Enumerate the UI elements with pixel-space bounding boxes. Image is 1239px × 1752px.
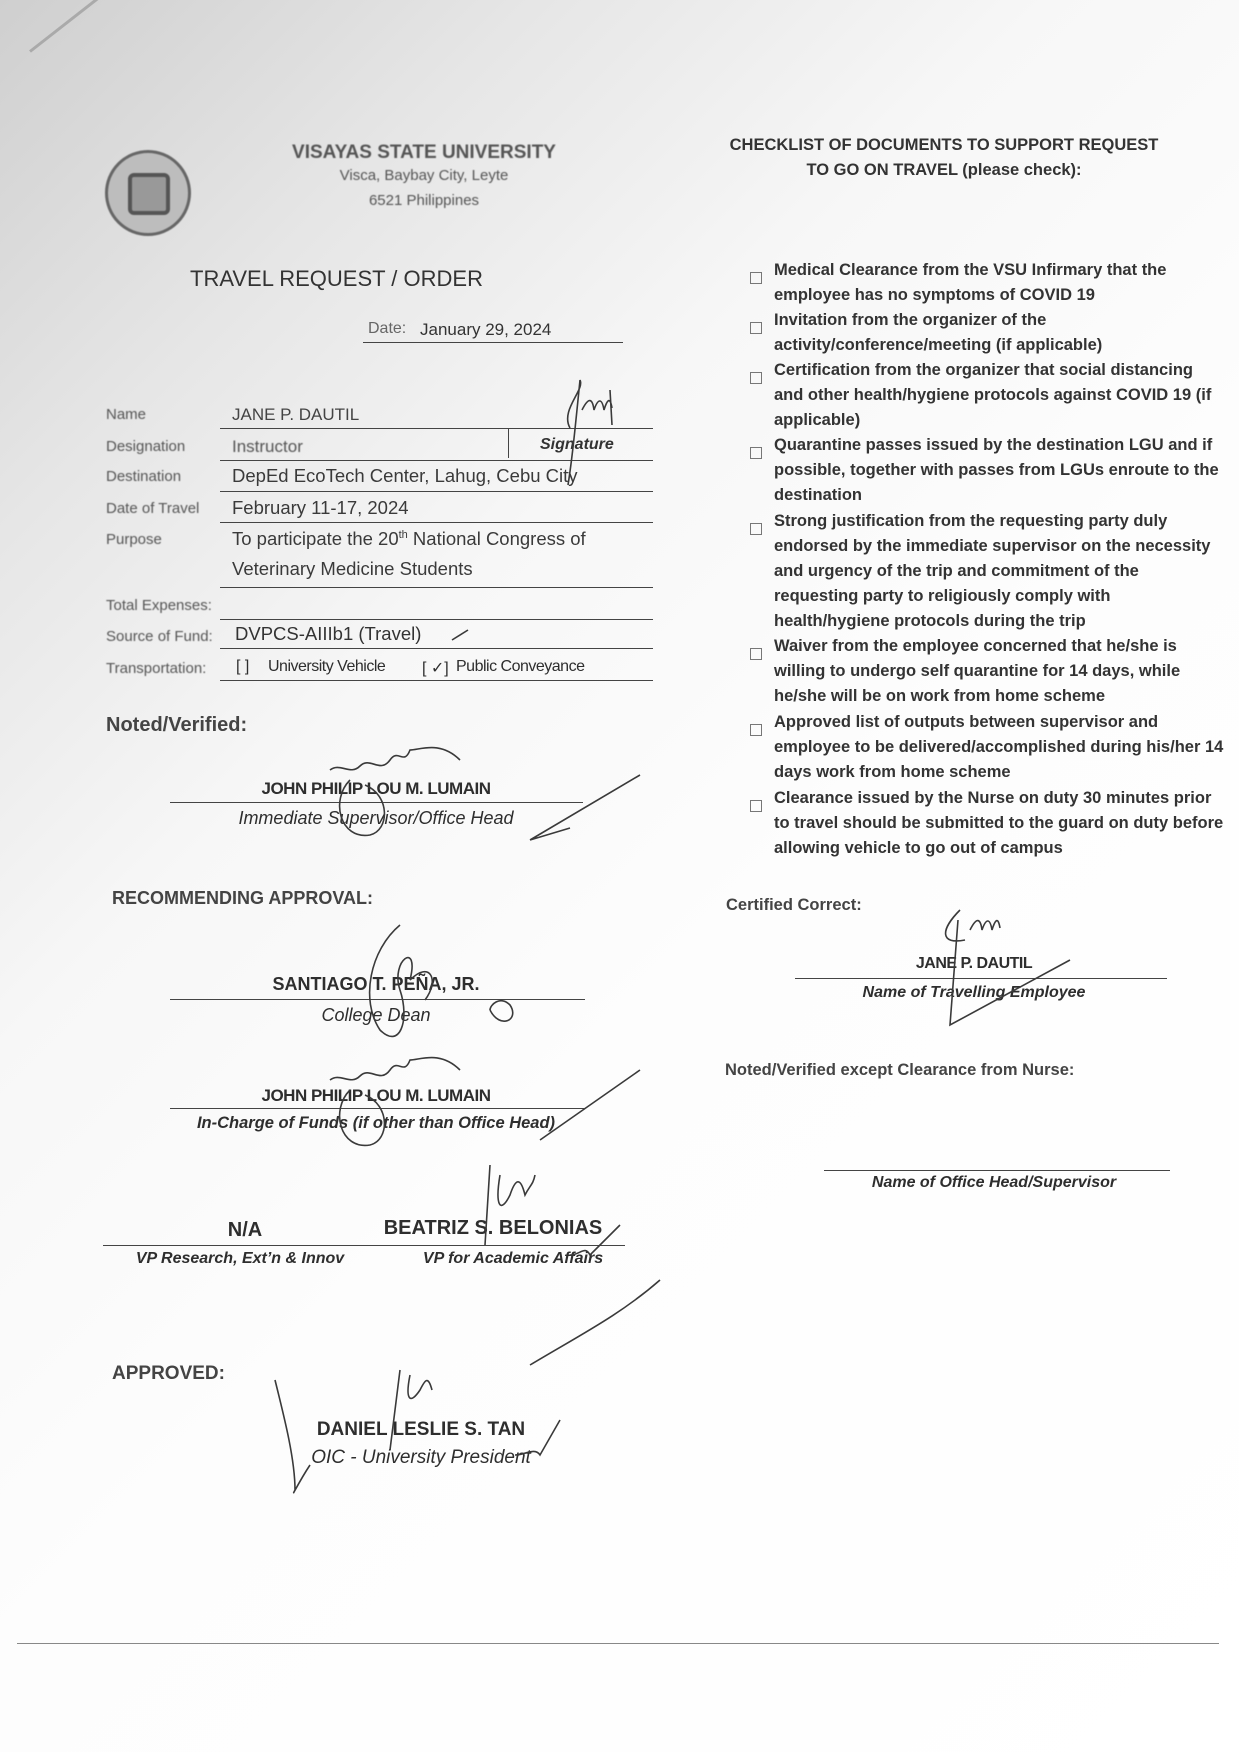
total-expenses-label: Total Expenses: (106, 597, 212, 614)
signature-tan (270, 1360, 590, 1500)
public-conveyance-label: Public Conveyance (456, 658, 585, 675)
destination-label: Destination (106, 468, 182, 485)
university-vehicle-label: University Vehicle (268, 658, 386, 675)
noted-verified-label: Noted/Verified: (106, 714, 248, 736)
designation-label: Designation (106, 438, 186, 455)
source-of-fund-value: DVPCS-AIIIb1 (Travel) (235, 623, 422, 644)
checkbox-nurse-clearance[interactable] (750, 800, 762, 812)
checkbox-strong-justification[interactable] (750, 523, 762, 535)
supervisor-name: JOHN PHILIP LOU M. LUMAIN (261, 779, 491, 798)
checkbox-approved-outputs[interactable] (750, 724, 762, 736)
date-value: January 29, 2024 (420, 320, 552, 339)
source-of-fund-label: Source of Fund: (106, 628, 213, 645)
checklist-item: Medical Clearance from the VSU Infirmary that the employee has no symptoms of COVID 19 (774, 261, 1167, 304)
checkbox-invitation[interactable] (750, 322, 762, 334)
checklist-title-line1: CHECKLIST OF DOCUMENTS TO SUPPORT REQUEST (729, 136, 1159, 154)
checkmark-icon (450, 628, 470, 642)
noted-verified-except-label: Noted/Verified except Clearance from Nurse: (725, 1061, 1075, 1079)
name-value: JANE P. DAUTIL (232, 405, 360, 424)
university-vehicle-checkbox[interactable]: [ ] (236, 658, 250, 675)
date-of-travel-label: Date of Travel (106, 500, 200, 517)
funds-incharge-name: JOHN PHILIP LOU M. LUMAIN (261, 1086, 491, 1105)
checkbox-waiver[interactable] (750, 648, 762, 660)
purpose-label: Purpose (106, 531, 162, 548)
signature-lumain-1 (310, 740, 640, 850)
date-label: Date: (368, 320, 407, 337)
checklist-item: Certification from the organizer that social distancing and other health/hygiene protocols against COVID 19 (if applicable) (774, 361, 1212, 429)
destination-value: DepEd EcoTech Center, Lahug, Cebu City (232, 465, 578, 486)
checklist-item: Approved list of outputs between supervisor and employee to be delivered/accomplished during his/her 14 days work from home scheme (774, 713, 1224, 781)
signature-jane-dautil-2 (930, 900, 1090, 1030)
vp-research-name: N/A (227, 1219, 263, 1241)
vp-research-title: VP Research, Ext’n & Innov (135, 1250, 345, 1267)
name-label: Name (106, 406, 147, 423)
address-line-1: Visca, Baybay City, Leyte (339, 167, 509, 184)
recommending-approval-label: RECOMMENDING APPROVAL: (112, 888, 373, 908)
employee-title: Name of Travelling Employee (862, 984, 1086, 1001)
address-line-2: 6521 Philippines (368, 192, 480, 209)
signature-label: Signature (540, 436, 614, 453)
checklist-title-line2: TO GO ON TRAVEL (please check): (806, 161, 1082, 179)
approved-label: APPROVED: (112, 1363, 225, 1384)
employee-name: JANE P. DAUTIL (915, 955, 1033, 972)
university-seal (105, 150, 191, 236)
checklist-item: Waiver from the employee concerned that he/she is willing to undergo self quarantine for 14 days, while he/she will be on work from home scheme (774, 637, 1181, 705)
transportation-label: Transportation: (106, 660, 207, 677)
funds-incharge-title: In-Charge of Funds (if other than Office Head) (196, 1114, 556, 1132)
vp-academic-title: VP for Academic Affairs (422, 1250, 604, 1267)
signature-jane-dautil (530, 370, 630, 490)
office-head-title: Name of Office Head/Supervisor (871, 1174, 1117, 1191)
public-conveyance-checkbox[interactable]: [ ✓] (422, 660, 449, 677)
scan-mark (29, 0, 188, 53)
president-title: OIC - University President (311, 1447, 531, 1468)
form-title: TRAVEL REQUEST / ORDER (190, 266, 483, 291)
checklist-item: Quarantine passes issued by the destination LGU and if possible, together with passes from LGUs enroute to the destination (774, 436, 1219, 504)
checklist-item: Strong justification from the requesting party duly endorsed by the immediate supervisor on the necessity and urgency of the trip and commitment of the requesting party to religiously comply with health/hygiene protocols during the trip (774, 512, 1211, 630)
certified-correct-label: Certified Correct: (726, 896, 862, 914)
purpose-value-line2: Veterinary Medicine Students (232, 558, 473, 579)
checkbox-quarantine-passes[interactable] (750, 447, 762, 459)
signature-pena (340, 920, 540, 1070)
checklist-item: Clearance issued by the Nurse on duty 30 minutes prior to travel should be submitted to the guard on duty before allowing vehicle to go out of campus (774, 789, 1224, 857)
dean-title: College Dean (321, 1005, 431, 1025)
vp-academic-name: BEATRIZ S. BELONIAS (383, 1217, 603, 1239)
checkbox-medical-clearance[interactable] (750, 272, 762, 284)
signature-lumain-2 (310, 1050, 640, 1160)
checklist-item: Invitation from the organizer of the activity/conference/meeting (if applicable) (774, 311, 1103, 354)
president-name: DANIEL LESLIE S. TAN (316, 1419, 526, 1440)
supervisor-title: Immediate Supervisor/Office Head (238, 808, 514, 828)
purpose-value-line1: To participate the 20th National Congress of (232, 528, 586, 549)
university-name: VISAYAS STATE UNIVERSITY (292, 142, 556, 163)
checkbox-certification[interactable] (750, 372, 762, 384)
date-of-travel-value: February 11-17, 2024 (232, 497, 409, 518)
designation-value: Instructor (232, 437, 303, 456)
dean-name: SANTIAGO T. PEÑA, JR. (272, 974, 480, 994)
